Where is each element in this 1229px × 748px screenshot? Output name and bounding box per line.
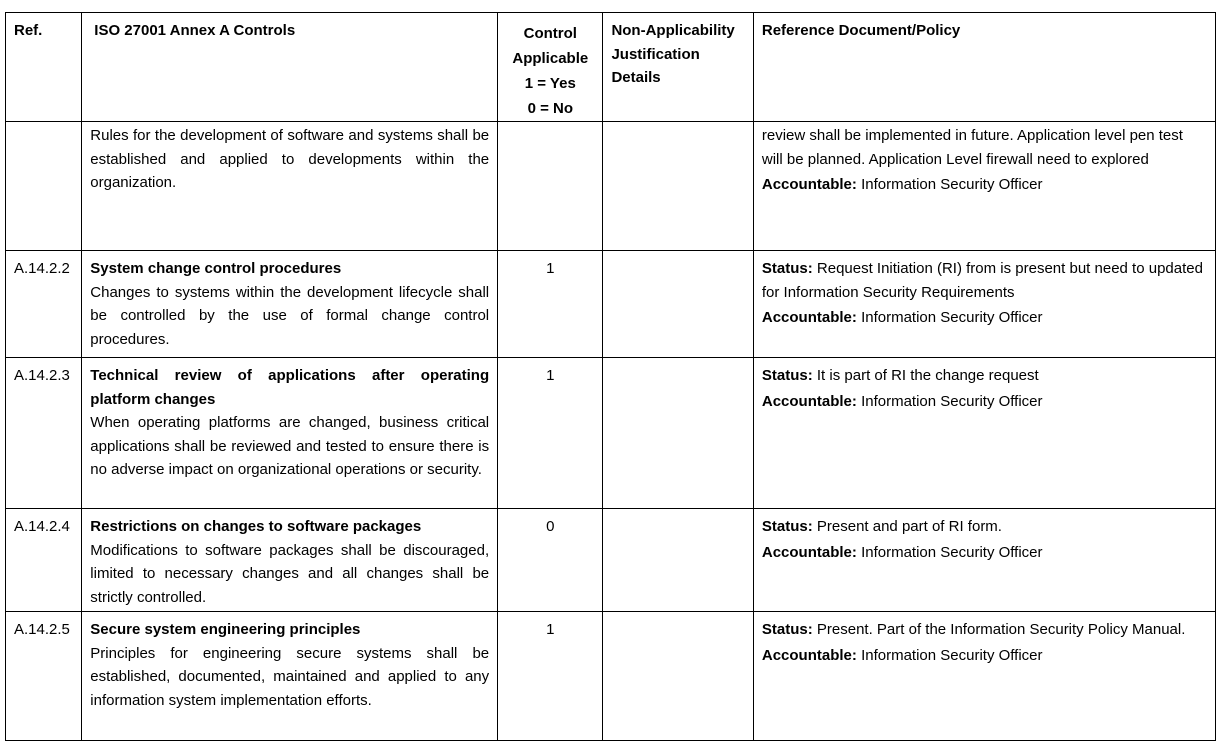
status-text: Present and part of RI form. [816, 518, 1002, 535]
accountable-value: Information Security Officer [861, 392, 1043, 410]
iso-controls-table [5, 12, 1216, 741]
status-text: It is part of RI the change request [816, 367, 1039, 384]
control-title: Restrictions on changes to software packages [90, 518, 422, 535]
header-applicable-line: Applicable [512, 50, 589, 67]
control-cell [82, 509, 498, 612]
table-row [6, 509, 1216, 612]
justification-cell [603, 358, 753, 509]
control-description: Principles for engineering secure systems shall be established, documented, maintained and applied to any information system implementation efforts. [90, 644, 490, 709]
table-row [6, 251, 1216, 358]
table-header-row [6, 13, 1216, 122]
header-controls-label: ISO 27001 Annex A Controls [94, 22, 296, 39]
status-label: Status: [761, 518, 813, 535]
ref-cell: A.14.2.3 [6, 358, 82, 509]
accountable-value: Information Security Officer [861, 176, 1043, 193]
status-text: Present. Part of the Information Security Policy Manual. [816, 621, 1186, 638]
reference-cell [753, 122, 1215, 251]
header-applicable [498, 13, 603, 122]
control-cell [82, 358, 498, 509]
ref-cell [6, 122, 82, 251]
header-applicable-line: 1 = Yes [524, 75, 576, 92]
ref-cell: A.14.2.2 [6, 251, 82, 358]
status-label: Status: [761, 367, 813, 384]
accountable-value: Information Security Officer [861, 543, 1043, 561]
table-row [6, 358, 1216, 509]
applicable-cell: 0 [498, 509, 603, 612]
reference-cell [753, 358, 1215, 509]
header-justification: Non-Applicability Justification Details [603, 13, 753, 122]
ref-cell: A.14.2.5 [6, 612, 82, 741]
applicable-cell: 1 [498, 251, 603, 358]
control-description: When operating platforms are changed, business critical applications shall be reviewed and tested to ensure there is no adverse impact on organizational operations or security. [90, 414, 490, 478]
applicable-cell: 1 [498, 358, 603, 509]
header-reference: Reference Document/Policy [753, 13, 1215, 122]
control-title: Technical review of applications after operating platform changes [90, 367, 490, 408]
reference-cell [753, 612, 1215, 741]
control-title: Secure system engineering principles [90, 621, 361, 638]
header-controls [82, 13, 498, 122]
justification-cell [603, 251, 753, 358]
accountable-label: Accountable: [761, 176, 857, 193]
control-cell [82, 612, 498, 741]
accountable-value: Information Security Officer [861, 646, 1043, 664]
status-label: Status: [761, 260, 813, 277]
table-row [6, 612, 1216, 741]
accountable-label: Accountable: [761, 392, 857, 410]
status-label: Status: [761, 621, 813, 638]
justification-cell [603, 612, 753, 741]
ref-cell: A.14.2.4 [6, 509, 82, 612]
justification-cell [603, 122, 753, 251]
status-text: review shall be implemented in future. Application level pen test will be planned. Application Level firewall need to explored [761, 127, 1183, 168]
control-cell [82, 251, 498, 358]
header-applicable-line: Control [523, 25, 577, 42]
table-row [6, 122, 1216, 251]
accountable-value: Information Security Officer [861, 309, 1043, 326]
control-title: System change control procedures [90, 260, 342, 277]
header-ref: Ref. [6, 13, 82, 122]
accountable-label: Accountable: [761, 646, 857, 664]
control-description: Changes to systems within the development lifecycle shall be controlled by the use of formal change control procedures. [90, 283, 490, 348]
control-cell [82, 122, 498, 251]
reference-cell [753, 251, 1215, 358]
status-text: Request Initiation (RI) from is present but need to updated for Information Security Requirements [761, 260, 1203, 301]
applicable-cell [498, 122, 603, 251]
control-description: Modifications to software packages shall be discouraged, limited to necessary changes and all changes shall be strictly controlled. [90, 541, 490, 606]
applicable-cell: 1 [498, 612, 603, 741]
reference-cell [753, 509, 1215, 612]
justification-cell [603, 509, 753, 612]
header-applicable-line: 0 = No [527, 100, 573, 117]
accountable-label: Accountable: [761, 309, 857, 326]
control-description: Rules for the development of software and systems shall be established and applied to developments within the organization. [90, 127, 490, 191]
accountable-label: Accountable: [761, 543, 857, 561]
